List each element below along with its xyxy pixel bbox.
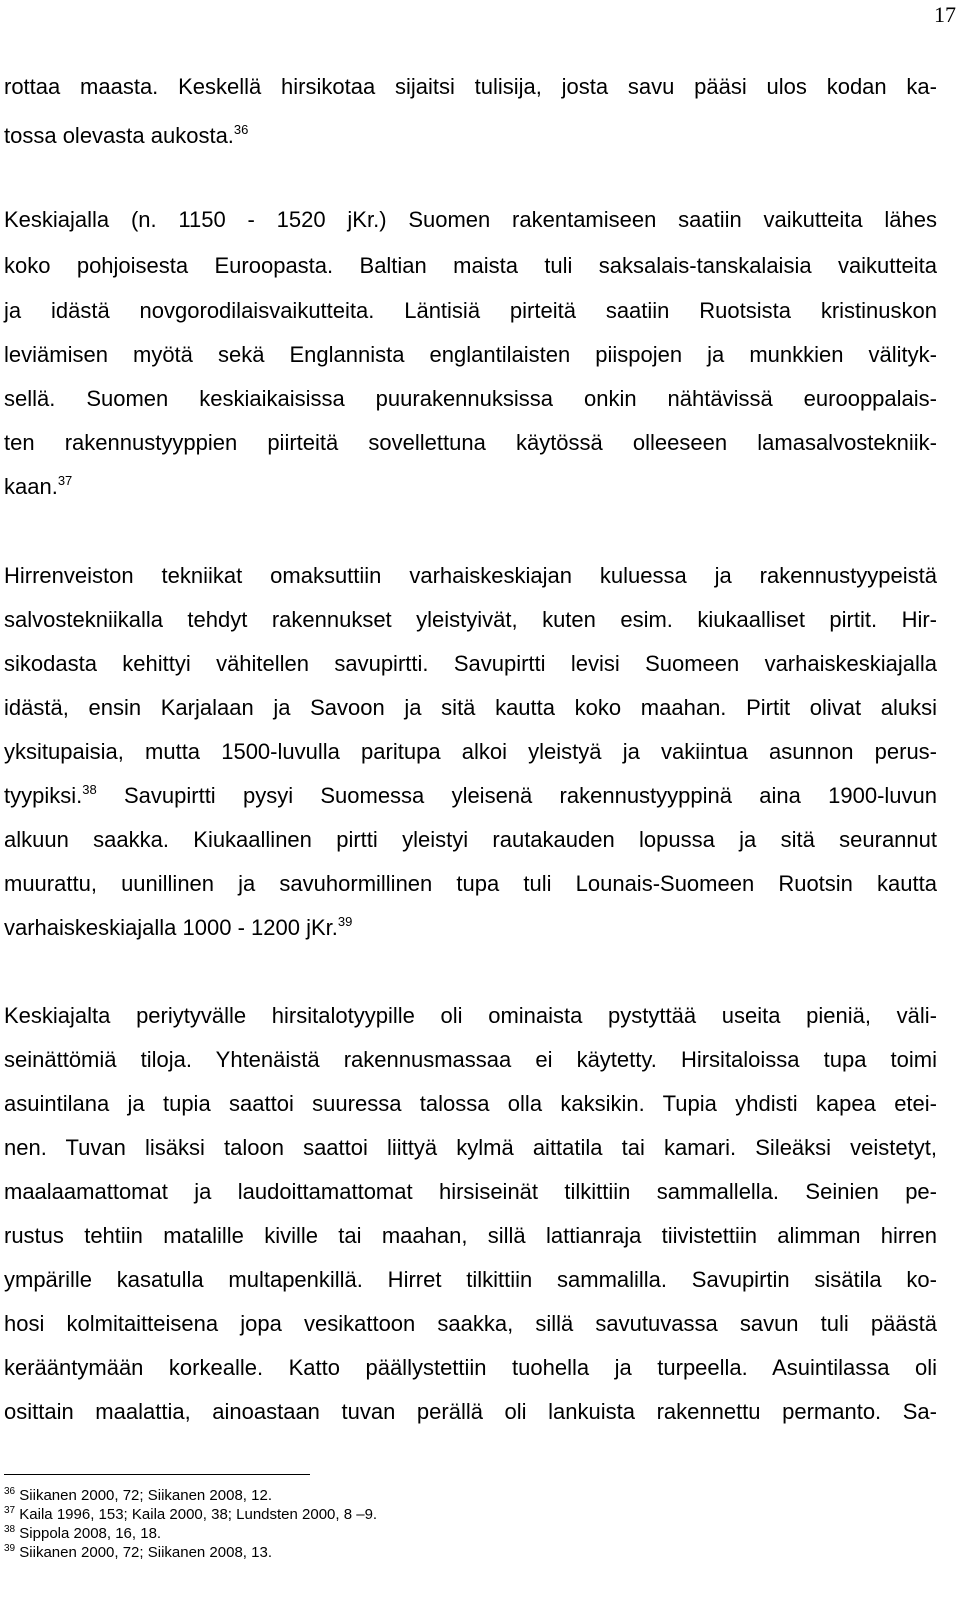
text-line: rottaa maasta. Keskellä hirsikotaa sijaitsi tulisija, josta savu pääsi ulos kodan ka-	[4, 74, 937, 99]
text-line: seinättömiä tiloja. Yhtenäistä rakennusmassaa ei käytetty. Hirsitaloissa tupa toimi	[4, 1047, 937, 1072]
text-line: Keskiajalla (n. 1150 - 1520 jKr.) Suomen rakentamiseen saatiin vaikutteita lähes	[4, 207, 937, 232]
text-line: varhaiskeskiajalla 1000 - 1200 jKr.$^{39}$	[4, 914, 353, 940]
text-line: koko pohjoisesta Euroopasta. Baltian maista tuli saksalais-tanskalaisia vaikutteita	[4, 253, 937, 278]
text-line: ympärille kasatulla multapenkillä. Hirret tilkittiin sammalilla. Savupirtin sisätila ko-	[4, 1267, 937, 1292]
text-line: Keskiajalta periytyvälle hirsitalotyypille oli ominaista pystyttää useita pieniä, väli-	[4, 1003, 937, 1028]
footnote-ref: 37	[57, 473, 73, 488]
footnote-ref: 39	[337, 914, 353, 929]
text-line: hosi kolmitaitteisena jopa vesikattoon saakka, sillä savutuvassa savun tuli päästä	[4, 1311, 937, 1336]
text-line: maalaamattomat ja laudoittamattomat hirsiseinät tilkittiin sammallella. Seinien pe-	[4, 1179, 937, 1204]
text-line: ja idästä novgorodilaisvaikutteita. Läntisiä pirteitä saatiin Ruotsista kristinuskon	[4, 298, 937, 323]
footnote: $^{37}$ Kaila 1996, 153; Kaila 2000, 38; Lundsten 2000, 8 –9.	[4, 1505, 378, 1523]
page-number: 17	[934, 2, 956, 27]
footnote-ref: 38	[82, 782, 97, 797]
text-line: Hirrenveiston tekniikat omaksuttiin varhaiskeskiajan kuluessa ja rakennustyypeistä	[4, 563, 937, 588]
text-line: asuintilana ja tupia saattoi suuressa talossa olla kaksikin. Tupia yhdisti kapea etei-	[4, 1091, 937, 1116]
text-line: tossa olevasta aukosta.$^{36}$	[4, 122, 249, 148]
footnote: $^{39}$ Siikanen 2000, 72; Siikanen 2008, 13.	[4, 1543, 272, 1561]
footnote: $^{36}$ Siikanen 2000, 72; Siikanen 2008, 12.	[4, 1486, 272, 1504]
text-line: nen. Tuvan lisäksi taloon saattoi liittyä kylmä aittatila tai kamari. Sileäksi veistetyt,	[4, 1135, 937, 1160]
footnote-ref: 36	[233, 122, 249, 137]
text-line: kerääntymään korkealle. Katto päällystettiin tuohella ja turpeella. Asuintilassa oli	[4, 1355, 937, 1380]
text-line: muurattu, uunillinen ja savuhormillinen tupa tuli Lounais-Suomeen Ruotsin kautta	[4, 871, 937, 896]
footnote: $^{38}$ Sippola 2008, 16, 18.	[4, 1524, 162, 1542]
text-line: ten rakennustyyppien piirteitä sovellettuna käytössä olleeseen lamasalvostekniik-	[4, 430, 937, 455]
text-line: sellä. Suomen keskiaikaisissa puurakennuksissa onkin nähtävissä eurooppalais-	[4, 386, 937, 411]
footnote-divider	[4, 1474, 310, 1475]
text-line: osittain maalattia, ainoastaan tuvan perällä oli lankuista rakennettu permanto. Sa-	[4, 1399, 937, 1424]
text-line: alkuun saakka. Kiukaallinen pirtti yleistyi rautakauden lopussa ja sitä seurannut	[4, 827, 937, 852]
text-line: salvostekniikalla tehdyt rakennukset yleistyivät, kuten esim. kiukaalliset pirtit. Hir-	[4, 607, 937, 632]
text-line: tyypiksi.$^{38}$ Savupirtti pysyi Suomessa yleisenä rakennustyyppinä aina 1900-luvun	[4, 782, 937, 808]
text-line: leviämisen myötä sekä Englannista englantilaisten piispojen ja munkkien välityk-	[4, 342, 937, 367]
text-line: sikodasta kehittyi vähitellen savupirtti. Savupirtti levisi Suomeen varhaiskeskiajalla	[4, 651, 937, 676]
text-line: rustus tehtiin matalille kiville tai maahan, sillä lattianraja tiivistettiin alimman hirren	[4, 1223, 937, 1248]
text-line: kaan.$^{37}$	[4, 473, 73, 499]
text-line: yksitupaisia, mutta 1500-luvulla paritupa alkoi yleistyä ja vakiintua asunnon perus-	[4, 739, 937, 764]
text-line: idästä, ensin Karjalaan ja Savoon ja sitä kautta koko maahan. Pirtit olivat aluksi	[4, 695, 937, 720]
